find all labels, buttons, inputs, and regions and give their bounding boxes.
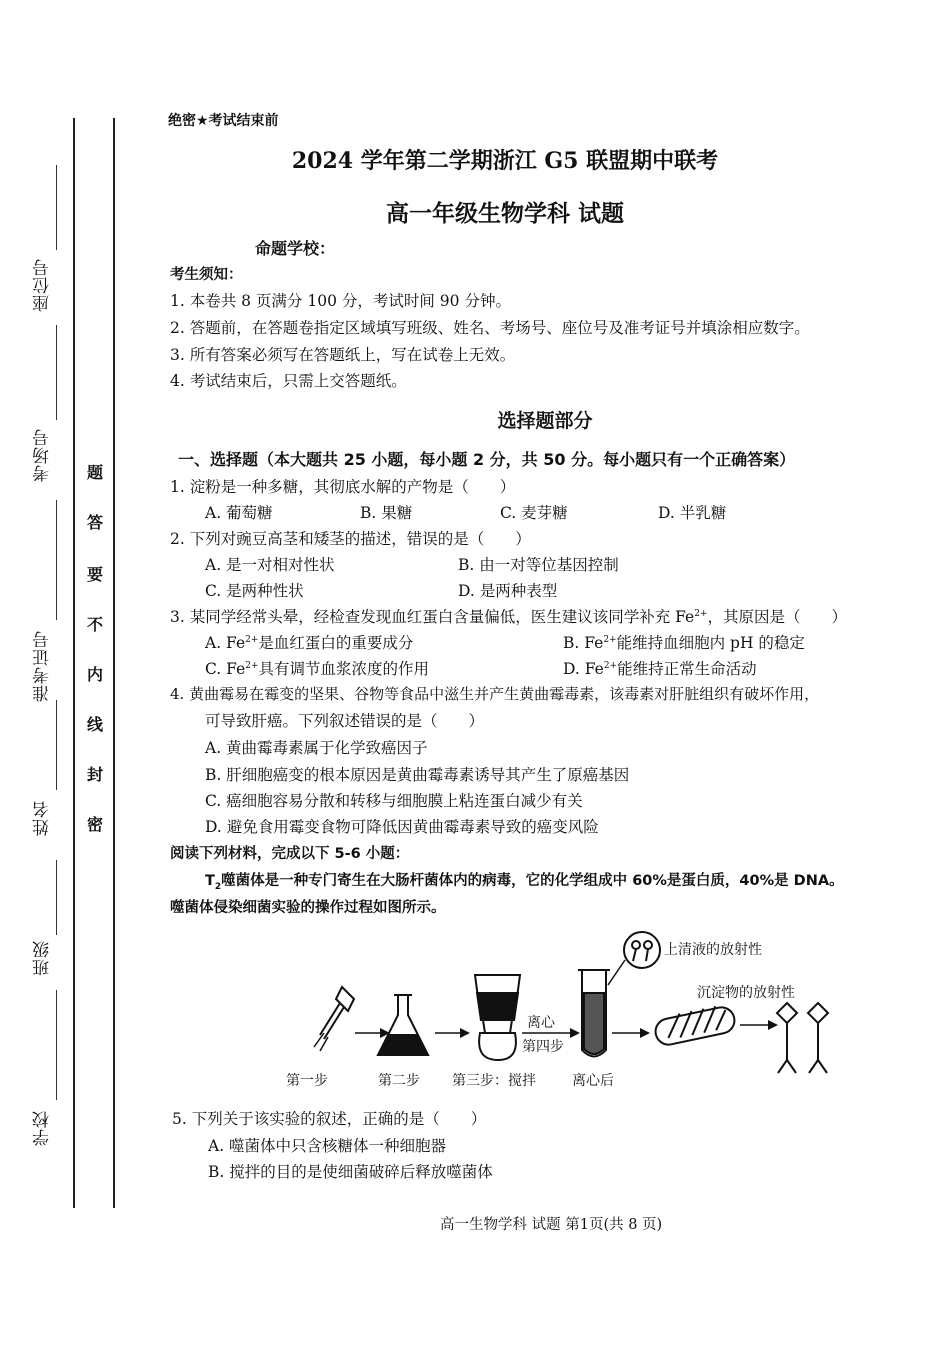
step1-label: 第一步 [286, 1073, 328, 1089]
part-heading: 一、选择题（本大题共 25 小题，每小题 2 分，共 50 分。每小题只有一个正确答案） [178, 450, 796, 469]
q2-option-b[interactable]: B. 由一对等位基因控制 [458, 556, 619, 574]
section-title: 选择题部分 [497, 410, 593, 432]
bacterium-icon [653, 1005, 737, 1047]
page-footer: 高一生物学科 试题 第1页(共 8 页) [440, 1217, 663, 1233]
school-field-label: 学校 [33, 1110, 53, 1146]
notice-heading: 考生须知： [170, 267, 243, 283]
centrifuge-tube-icon [578, 970, 610, 1057]
notice-item: 4. 考试结束后，只需上交答题纸。 [170, 372, 407, 390]
notice-item: 1. 本卷共 8 页满分 100 分，考试时间 90 分钟。 [170, 292, 511, 310]
seal-char: 要 [86, 565, 103, 584]
name-label: 姓名 [33, 800, 53, 836]
question-5-stem: 5. 下列关于该实验的叙述，正确的是（ ） [172, 1110, 487, 1128]
question-1-stem: 1. 淀粉是一种多糖，其彻底水解的产物是（ ） [170, 478, 516, 496]
supernatant-label: 上清液的放射性 [664, 942, 762, 958]
q3-option-d-pre: D. Fe [563, 660, 604, 678]
q5-option-a[interactable]: A. 噬菌体中只含核糖体一种细胞器 [208, 1137, 447, 1155]
blender-icon [475, 975, 520, 1060]
exam-title: 2024 学年第二学期浙江 G5 联盟期中联考 [291, 148, 719, 174]
q3-superscript: 2+ [694, 608, 708, 619]
q3-option-c-sup: 2+ [245, 660, 259, 671]
seal-char: 不 [86, 615, 103, 634]
reading-intro: 阅读下列材料，完成以下 5-6 小题： [170, 846, 410, 862]
q3-option-d-sup: 2+ [603, 660, 618, 671]
reading-line2: 噬菌体侵染细菌实验的操作过程如图所示。 [170, 900, 446, 916]
q4-option-d[interactable]: D. 避免食用霉变食物可降低因黄曲霉毒素导致的癌变风险 [205, 818, 599, 836]
q1-option-d[interactable]: D. 半乳糖 [658, 504, 727, 522]
q3-option-a-sup: 2+ [245, 634, 259, 645]
secret-mark: 绝密★考试结束前 [168, 113, 279, 129]
margin-line-left [73, 118, 75, 1208]
notice-item: 3. 所有答案必须写在答题纸上，写在试卷上无效。 [170, 346, 516, 364]
q3-option-b[interactable] [563, 631, 805, 653]
seal-char: 密 [86, 815, 103, 834]
reading-t-letter: T [205, 873, 215, 889]
q3-option-d[interactable] [563, 657, 757, 679]
step3-label: 第三步：搅拌 [452, 1073, 536, 1089]
progeny-phage-icon [777, 1003, 828, 1073]
q3-option-b-post: 能维持血细胞内 pH 的稳定 [616, 634, 805, 652]
seal-char: 内 [86, 665, 103, 684]
seal-char: 线 [86, 715, 103, 734]
q3-option-a[interactable] [205, 631, 413, 653]
phage-experiment-diagram [270, 925, 850, 1095]
q3-option-b-sup: 2+ [603, 634, 617, 645]
margin-line-right [113, 118, 115, 1208]
reading-t-subscript: 2 [214, 881, 222, 892]
question-2-stem: 2. 下列对豌豆高茎和矮茎的描述，错误的是（ ） [170, 530, 531, 548]
phage-step1-icon [314, 987, 354, 1051]
supernatant-icon [624, 932, 660, 968]
q3-option-c-post: 具有调节血浆浓度的作用 [258, 660, 430, 678]
q3-option-c-pre: C. Fe [205, 660, 246, 678]
seat-number-label: 座位号 [33, 258, 53, 312]
question-3-stem [170, 605, 847, 627]
q3-option-d-post: 能维持正常生命活动 [617, 660, 757, 678]
ticket-number-blank[interactable] [56, 500, 57, 620]
name-blank[interactable] [56, 700, 57, 790]
q2-option-a[interactable]: A. 是一对相对性状 [205, 556, 335, 574]
q2-option-d[interactable]: D. 是两种表型 [458, 582, 558, 600]
reading-line1 [205, 869, 844, 892]
q3-stem-pre: 3. 某同学经常头晕，经检查发现血红蛋白含量偏低，医生建议该同学补充 Fe [170, 608, 695, 626]
ticket-number-label: 准考证号 [33, 630, 53, 702]
q5-option-b[interactable]: B. 搅拌的目的是使细菌破碎后释放噬菌体 [208, 1163, 493, 1181]
q4-option-c[interactable]: C. 癌细胞容易分散和转移与细胞膜上粘连蛋白减少有关 [205, 792, 583, 810]
q2-option-c[interactable]: C. 是两种性状 [205, 582, 304, 600]
seal-char: 封 [86, 765, 103, 784]
class-blank[interactable] [56, 860, 57, 935]
q3-option-c[interactable] [205, 657, 429, 679]
sediment-label: 沉淀物的放射性 [697, 985, 795, 1001]
seal-char: 题 [86, 463, 103, 482]
notice-item: 2. 答题前，在答题卷指定区域填写班级、姓名、考场号、座位号及准考证号并填涂相应数字。 [170, 319, 810, 337]
school-blank[interactable] [56, 990, 57, 1100]
q3-stem-post: ，其原因是（ ） [707, 608, 848, 626]
q1-option-b[interactable]: B. 果糖 [360, 504, 413, 522]
q4-option-a[interactable]: A. 黄曲霉毒素属于化学致癌因子 [205, 739, 428, 757]
step2-label: 第二步 [378, 1073, 420, 1089]
setter-school-label: 命题学校： [255, 239, 336, 258]
q1-option-a[interactable]: A. 葡萄糖 [205, 504, 273, 522]
q4-option-b[interactable]: B. 肝细胞癌变的根本原因是黄曲霉毒素诱导其产生了原癌基因 [205, 766, 630, 784]
q1-option-c[interactable]: C. 麦芽糖 [500, 504, 568, 522]
q3-option-a-post: 是血红蛋白的重要成分 [258, 634, 414, 652]
exam-subtitle: 高一年级生物学科 试题 [385, 200, 624, 227]
step4-top-label: 离心 [527, 1015, 555, 1031]
step4-bottom-label: 第四步 [522, 1039, 564, 1055]
question-4-stem-line2: 可导致肝癌。下列叙述错误的是（ ） [205, 712, 485, 730]
class-label: 班级 [33, 940, 53, 976]
reading-line1-text: 噬菌体是一种专门寄生在大肠杆菌体内的病毒，它的化学组成中 60%是蛋白质，40%是 DNA。 [221, 873, 844, 889]
flask-icon [378, 995, 428, 1055]
seal-char: 答 [86, 513, 103, 532]
question-4-stem-line1: 4. 黄曲霉易在霉变的坚果、谷物等食品中滋生并产生黄曲霉毒素，该毒素对肝脏组织有破坏作用， [170, 685, 820, 703]
q3-option-a-pre: A. Fe [205, 634, 246, 652]
exam-room-label: 考场号 [33, 428, 53, 482]
after-centrifuge-label: 离心后 [572, 1073, 614, 1089]
q3-option-b-pre: B. Fe [563, 634, 604, 652]
